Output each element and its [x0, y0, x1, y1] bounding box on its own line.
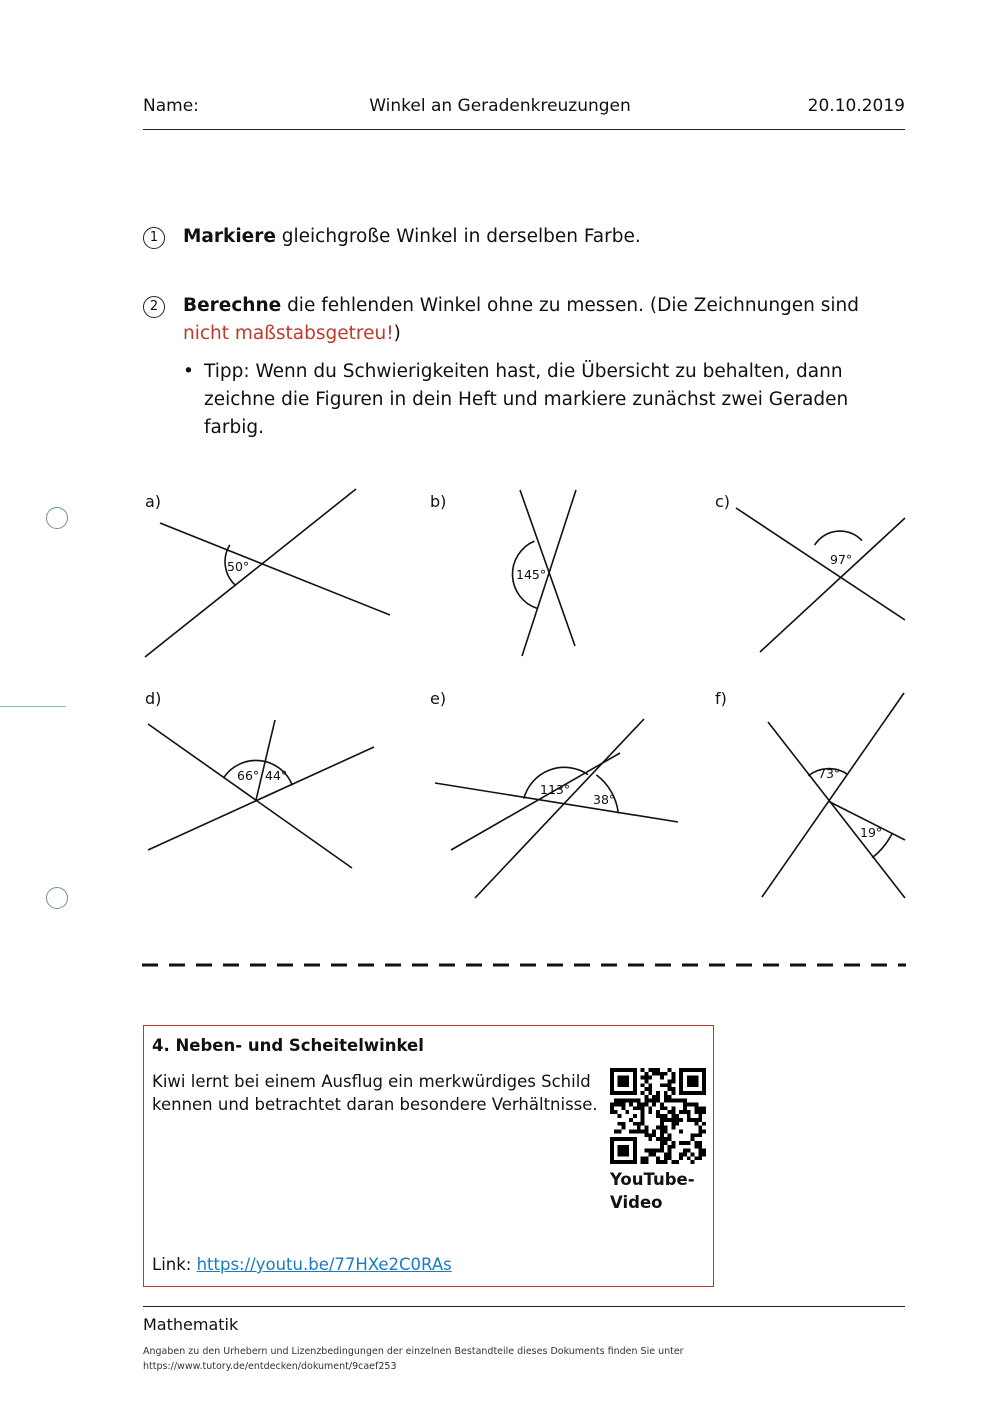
- footer-note: Angaben zu den Urhebern und Lizenzbedingungen der einzelnen Bestandteile dieses Dokuments finden Sie unter https://www.tutory.de/entdecken/dokument/9caef253: [143, 1346, 684, 1372]
- angle-d-1: 66°: [237, 768, 260, 783]
- figure-d-label: d): [145, 689, 162, 708]
- angle-e-1: 113°: [540, 782, 571, 797]
- page-title: Winkel an Geradenkreuzungen: [369, 96, 631, 116]
- figure-f-line-1: [768, 722, 905, 898]
- angle-a-1: 50°: [227, 559, 250, 574]
- task-2-warning: nicht maßstabsgetreu!: [183, 323, 394, 344]
- figure-f-label: f): [715, 689, 727, 708]
- figure-e-line-3: [475, 719, 644, 898]
- qr-label: YouTube-Video: [610, 1170, 695, 1212]
- figure-a-line-1: [145, 489, 356, 657]
- link-prefix: Link:: [152, 1255, 197, 1274]
- task-2-text: die fehlenden Winkel ohne zu messen. (Die Zeichnungen sind: [281, 295, 860, 316]
- footer-rule: [143, 1306, 905, 1307]
- figure-d-line-1: [148, 724, 352, 868]
- tip-text: Tipp: Wenn du Schwierigkeiten hast, die Übersicht zu behalten, dann zeichne die Figuren in dein Heft und markiere zunächst zwei Geraden farbig.: [204, 361, 849, 438]
- figure-f-line-2: [762, 693, 904, 897]
- figure-e-label: e): [430, 689, 447, 708]
- date-label: 20.10.2019: [807, 96, 905, 116]
- name-label: Name:: [143, 96, 199, 116]
- angle-e-2: 38°: [593, 792, 616, 807]
- figure-d-line-2: [148, 747, 374, 850]
- angle-f-2: 19°: [860, 825, 883, 840]
- bullet-icon: •: [183, 361, 194, 382]
- task-1-text: gleichgroße Winkel in derselben Farbe.: [275, 226, 641, 247]
- task-number-1: 1: [143, 227, 165, 249]
- figure-c-label: c): [715, 492, 731, 511]
- figure-c-line-1: [736, 508, 905, 620]
- figure-c-arc: [815, 531, 862, 545]
- qr-code-icon[interactable]: [610, 1068, 706, 1164]
- task-1-verb: Markiere: [183, 226, 276, 247]
- angle-c-1: 97°: [830, 552, 853, 567]
- footer-subject: Mathematik: [143, 1315, 239, 1334]
- box-text: Kiwi lernt bei einem Ausflug ein merkwürdiges Schild kennen und betrachtet daran besondere Verhältnisse.: [152, 1072, 598, 1114]
- cut-line: [140, 960, 910, 970]
- task-number-2: 2: [143, 296, 165, 318]
- angle-d-2: 44°: [265, 768, 288, 783]
- angle-b-1: 145°: [516, 567, 547, 582]
- task-2-verb: Berechne: [183, 295, 282, 316]
- info-box: [143, 1025, 714, 1287]
- figure-a-label: a): [145, 492, 162, 511]
- video-link-row: [152, 1255, 452, 1274]
- box-title: 4. Neben- und Scheitelwinkel: [152, 1036, 424, 1055]
- video-link[interactable]: https://youtu.be/77HXe2C0RAs: [196, 1255, 452, 1274]
- figure-b-label: b): [430, 492, 447, 511]
- task-2-tail: ): [393, 323, 401, 344]
- angle-f-1: 73°: [818, 766, 841, 781]
- figure-a-line-2: [160, 523, 390, 615]
